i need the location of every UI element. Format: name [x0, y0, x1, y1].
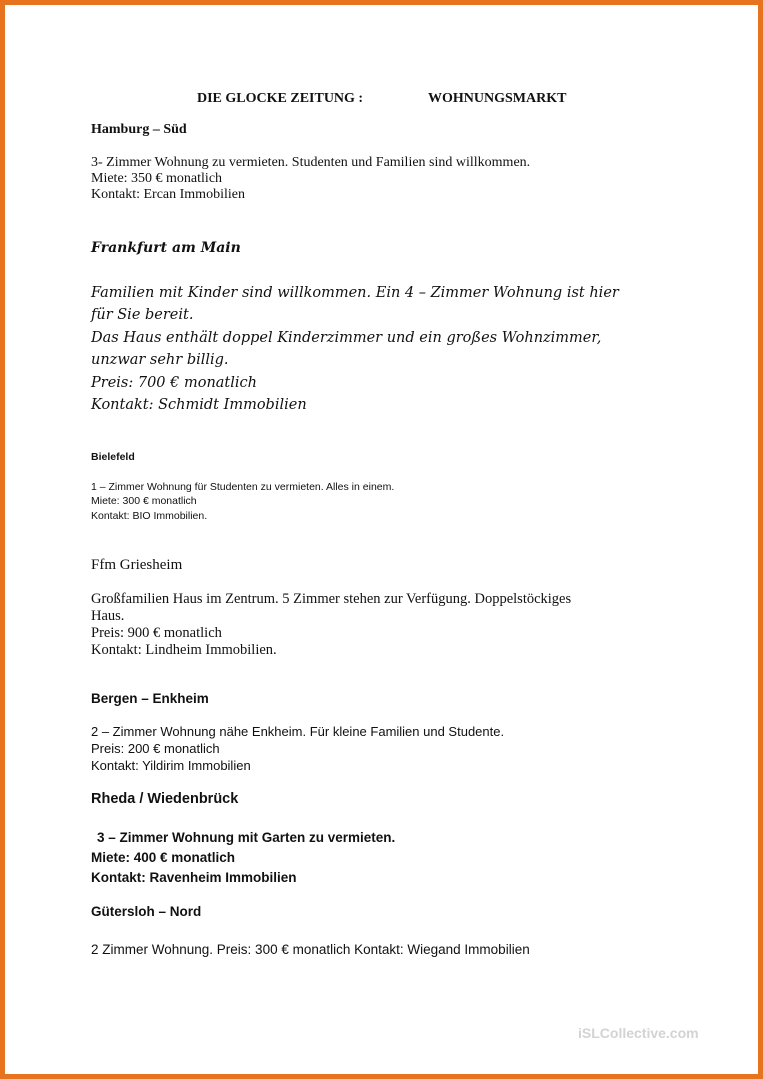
- section-title: WOHNUNGSMARKT: [428, 91, 567, 106]
- ad-line: 2 Zimmer Wohnung. Preis: 300 € monatlich Kontakt: Wiegand Immobilien: [91, 942, 530, 957]
- ad-line: für Sie bereit.: [91, 307, 194, 323]
- ad-line: Haus.: [91, 608, 125, 624]
- ad-line: 3- Zimmer Wohnung zu vermieten. Studenten und Familien sind willkommen.: [91, 155, 531, 170]
- ad-line: 3 – Zimmer Wohnung mit Garten zu vermieten.: [97, 830, 396, 845]
- ad-line: Preis: 700 € monatlich: [91, 375, 257, 391]
- ad-city-heading: Frankfurt am Main: [91, 240, 241, 256]
- ad-city-heading: Bielefeld: [91, 451, 135, 463]
- ad-line: Kontakt: Lindheim Immobilien.: [91, 642, 277, 658]
- ad-line: unzwar sehr billig.: [91, 352, 229, 368]
- ad-city-heading: Rheda / Wiedenbrück: [91, 791, 239, 807]
- ad-line: Preis: 900 € monatlich: [91, 625, 222, 641]
- ad-line: Kontakt: Schmidt Immobilien: [91, 397, 307, 413]
- ad-line: Miete: 400 € monatlich: [91, 850, 236, 865]
- ad-line: Miete: 350 € monatlich: [91, 171, 223, 186]
- ad-line: Kontakt: Ercan Immobilien: [91, 187, 245, 202]
- ad-line: Großfamilien Haus im Zentrum. 5 Zimmer stehen zur Verfügung. Doppelstöckiges: [91, 591, 572, 607]
- ad-city-heading: Ffm Griesheim: [91, 557, 183, 573]
- ad-city-heading: Hamburg – Süd: [91, 122, 187, 137]
- ad-city-heading: Bergen – Enkheim: [91, 691, 209, 706]
- ad-line: Kontakt: Ravenheim Immobilien: [91, 870, 297, 885]
- ad-line: 2 – Zimmer Wohnung nähe Enkheim. Für kleine Familien und Studente.: [91, 724, 505, 739]
- ad-line: Das Haus enthält doppel Kinderzimmer und ein großes Wohnzimmer,: [91, 330, 602, 346]
- ad-line: Miete: 300 € monatlich: [91, 495, 197, 507]
- watermark: iSLCollective.com: [578, 1025, 699, 1041]
- ad-line: Kontakt: BIO Immobilien.: [91, 510, 208, 522]
- ad-line: Familien mit Kinder sind willkommen. Ein 4 – Zimmer Wohnung ist hier: [91, 285, 619, 301]
- ad-line: Kontakt: Yildirim Immobilien: [91, 758, 251, 773]
- ad-line: 1 – Zimmer Wohnung für Studenten zu vermieten. Alles in einem.: [91, 481, 395, 493]
- ad-city-heading: Gütersloh – Nord: [91, 904, 202, 919]
- ad-line: Preis: 200 € monatlich: [91, 741, 220, 756]
- newspaper-title: DIE GLOCKE ZEITUNG :: [197, 91, 364, 106]
